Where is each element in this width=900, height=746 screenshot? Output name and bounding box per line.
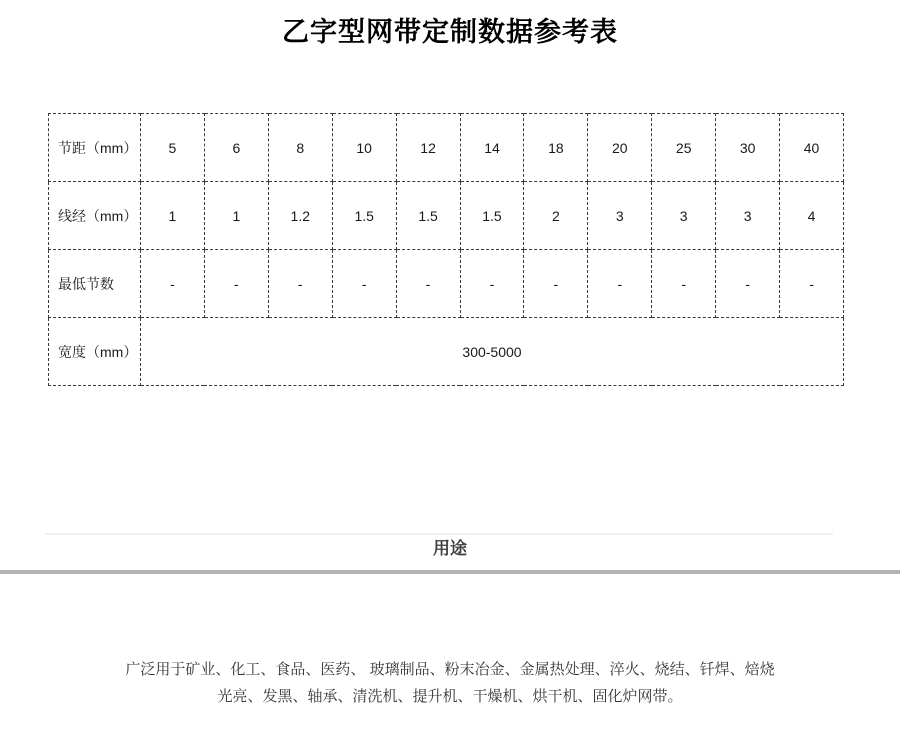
table-cell: 30 xyxy=(716,114,780,182)
table-cell: 10 xyxy=(332,114,396,182)
table-cell: 14 xyxy=(460,114,524,182)
table-cell: - xyxy=(716,250,780,318)
usage-paragraph-line-1: 广泛用于矿业、化工、食品、医药、 玻璃制品、粉末冶金、金属热处理、淬火、烧结、钎焊、焙烧 xyxy=(125,661,775,678)
row-label-min-pitch-count: 最低节数 xyxy=(49,250,141,318)
table-cell: - xyxy=(332,250,396,318)
table-cell: - xyxy=(780,250,844,318)
table-cell: 3 xyxy=(652,182,716,250)
table-cell: - xyxy=(588,250,652,318)
table-row-min-pitch-count xyxy=(49,250,844,318)
table-cell: - xyxy=(652,250,716,318)
row-label-pitch: 节距（mm） xyxy=(49,114,141,182)
table-cell: - xyxy=(141,250,205,318)
table-cell: - xyxy=(396,250,460,318)
table-cell: 25 xyxy=(652,114,716,182)
table-cell: 3 xyxy=(716,182,780,250)
table-cell-width-range: 300-5000 xyxy=(141,318,844,386)
table-cell: - xyxy=(524,250,588,318)
table-cell: 1.5 xyxy=(460,182,524,250)
table-row-wire-diameter xyxy=(49,182,844,250)
row-label-width: 宽度（mm） xyxy=(49,318,141,386)
table-cell: - xyxy=(460,250,524,318)
table-cell: 1.5 xyxy=(396,182,460,250)
usage-section-heading: 用途 xyxy=(433,539,467,558)
table-cell: - xyxy=(268,250,332,318)
table-cell: 8 xyxy=(268,114,332,182)
spec-table xyxy=(48,113,844,386)
table-row-width xyxy=(49,318,844,386)
table-cell: 1.2 xyxy=(268,182,332,250)
table-cell: 20 xyxy=(588,114,652,182)
table-cell: 2 xyxy=(524,182,588,250)
table-row-pitch xyxy=(49,114,844,182)
strong-divider-line xyxy=(0,570,900,574)
table-cell: 12 xyxy=(396,114,460,182)
table-cell: 40 xyxy=(780,114,844,182)
table-cell: - xyxy=(204,250,268,318)
usage-paragraph xyxy=(0,656,900,710)
page-title: 乙字型网带定制数据参考表 xyxy=(282,17,618,47)
table-cell: 18 xyxy=(524,114,588,182)
table-cell: 3 xyxy=(588,182,652,250)
table-cell: 6 xyxy=(204,114,268,182)
table-cell: 1.5 xyxy=(332,182,396,250)
table-cell: 1 xyxy=(141,182,205,250)
usage-paragraph-line-2: 光亮、发黑、轴承、清洗机、提升机、干燥机、烘干机、固化炉网带。 xyxy=(217,688,683,705)
table-cell: 4 xyxy=(780,182,844,250)
row-label-wire-diameter: 线经（mm） xyxy=(49,182,141,250)
table-cell: 1 xyxy=(204,182,268,250)
table-cell: 5 xyxy=(141,114,205,182)
